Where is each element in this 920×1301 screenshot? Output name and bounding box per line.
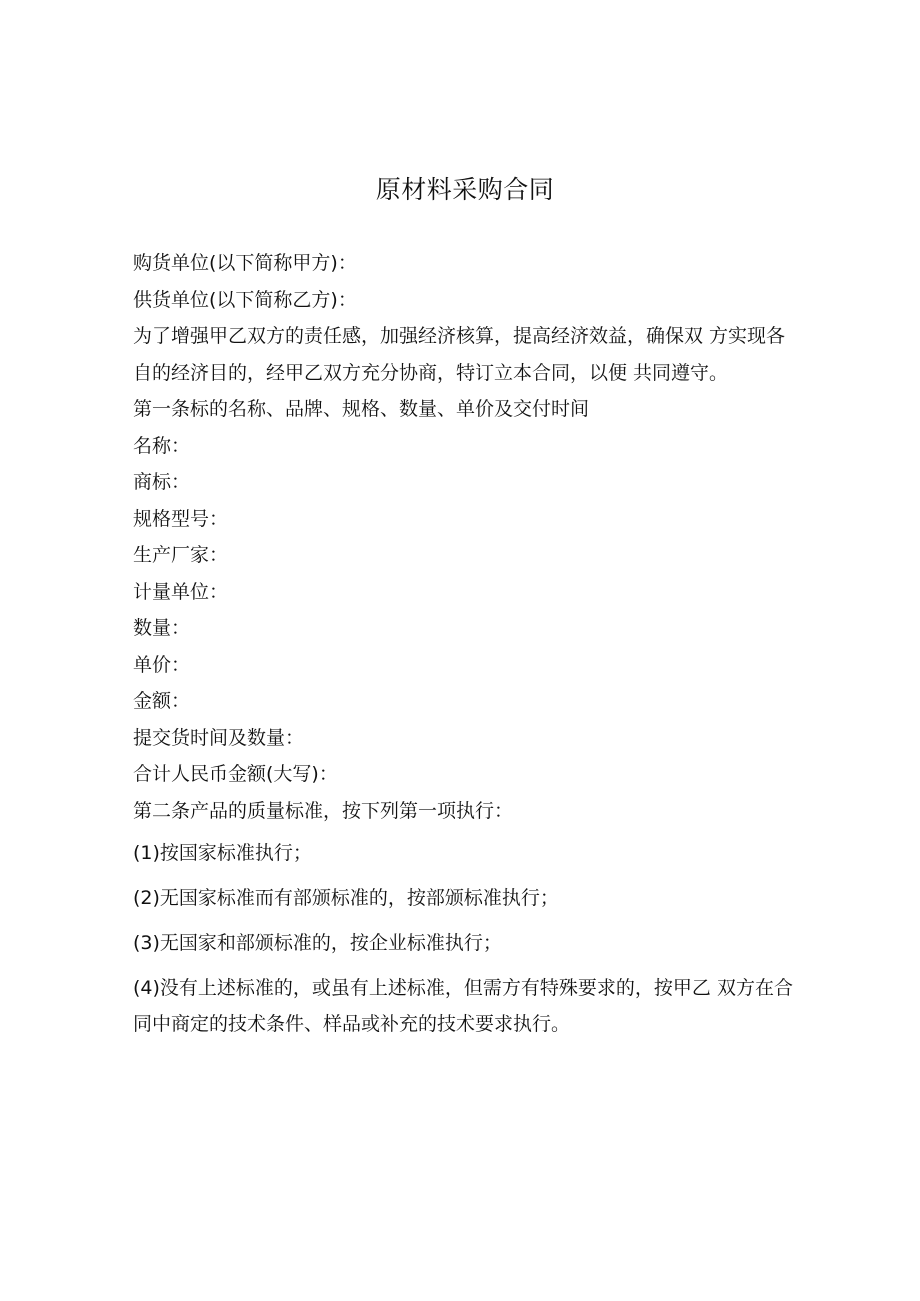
list-item: (1)按国家标准执行；: [133, 842, 312, 864]
document-title: 原材料采购合同: [375, 175, 555, 204]
quality-standard-list: [133, 835, 793, 1042]
list-item: (2)无国家标准而有部颁标准的，按部颁标准执行；: [133, 887, 559, 909]
field-quantity: 数量：: [133, 617, 191, 639]
supplier-line: 供货单位(以下简称乙方)：: [133, 288, 357, 311]
article-1-heading: 第一条标的名称、品牌、规格、数量、单价及交付时间: [133, 398, 590, 420]
list-item: (3)无国家和部颁标准的，按企业标准执行；: [133, 932, 502, 954]
field-manufacturer: 生产厂家：: [133, 544, 229, 566]
list-item: (4)没有上述标准的，或虽有上述标准，但需方有特殊要求的，按甲乙 双方在合同中商定的技术条件、样品或补充的技术要求执行。: [133, 977, 793, 1035]
field-total-rmb: 合计人民币金额(大写)：: [133, 763, 338, 785]
buyer-line: 购货单位(以下简称甲方)：: [133, 252, 357, 274]
field-trademark: 商标：: [133, 471, 191, 493]
field-spec-model: 规格型号：: [133, 507, 229, 530]
field-name: 名称：: [133, 434, 191, 457]
contract-body: [133, 245, 793, 1051]
article-2-heading: 第二条产品的质量标准，按下列第一项执行：: [133, 799, 514, 822]
field-delivery-time: 提交货时间及数量：: [133, 726, 305, 749]
intro-paragraph: 为了增强甲乙双方的责任感，加强经济核算，提高经济效益，确保双 方实现各自的经济目的，经甲乙双方充分协商，特订立本合同，以便 共同遵守。: [133, 325, 786, 384]
field-unit-price: 单价：: [133, 653, 191, 676]
field-unit: 计量单位：: [133, 580, 229, 603]
field-amount: 金额：: [133, 690, 191, 712]
